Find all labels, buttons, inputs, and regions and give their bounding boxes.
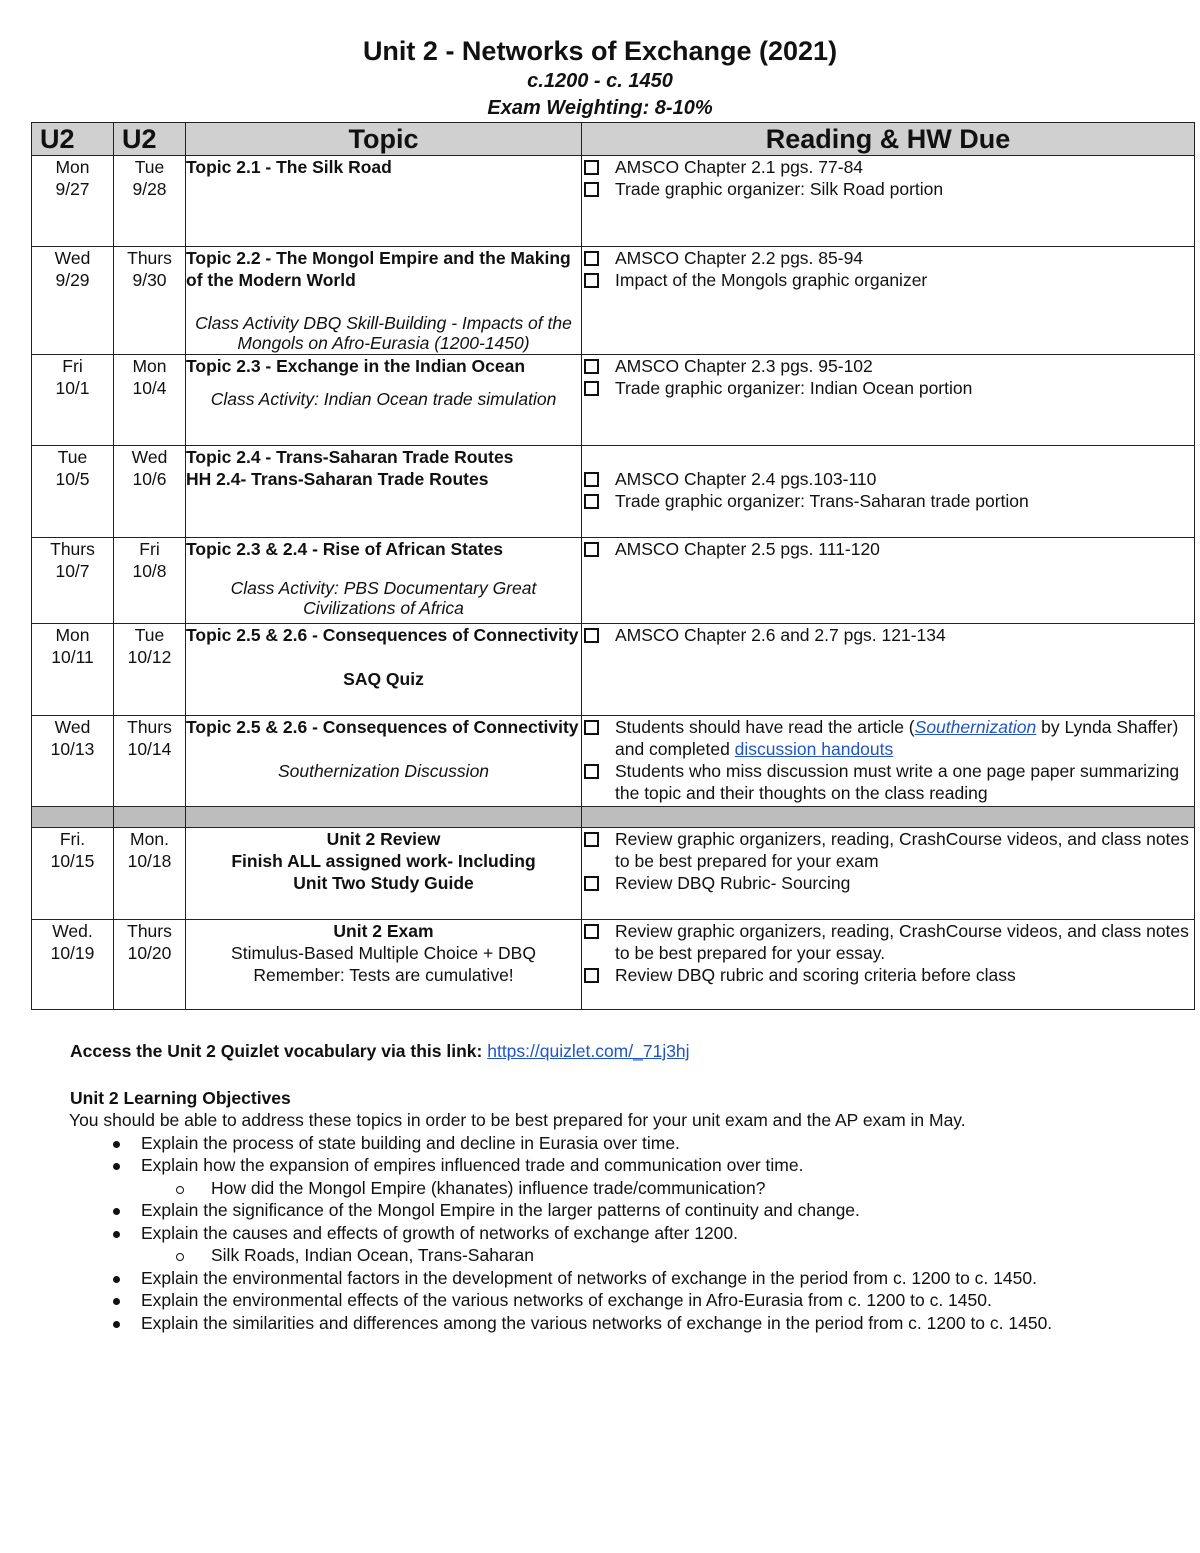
topic-title: Topic 2.4 - Trans-Saharan Trade Routes: [186, 447, 514, 467]
topic-cell: [186, 828, 582, 920]
objective-subitem: How did the Mongol Empire (khanates) influence trade/communication?: [70, 1177, 1170, 1200]
objective-subitem: Silk Roads, Indian Ocean, Trans-Saharan: [70, 1244, 1170, 1267]
topic-title: Topic 2.5 & 2.6 - Consequences of Connectivity: [186, 625, 579, 645]
objective-item: Explain the environmental factors in the development of networks of exchange in the period from c. 1200 to c. 1450.: [70, 1267, 1170, 1290]
class-activity: Class Activity: PBS Documentary Great Civilizations of Africa: [230, 578, 537, 618]
discussion-handouts-link[interactable]: discussion handouts: [734, 739, 894, 759]
hw-cell: [582, 920, 1195, 1010]
checkbox-icon: [584, 720, 599, 735]
topic-cell: [186, 247, 582, 355]
review-line: Finish ALL assigned work- Including: [231, 851, 536, 871]
checklist-item: Review graphic organizers, reading, CrashCourse videos, and class notes to be best prepared for your exam: [582, 828, 1194, 872]
date-cell: Tue 10/12: [114, 624, 186, 716]
exam-line: Stimulus-Based Multiple Choice + DBQ: [231, 943, 536, 963]
checklist-item: AMSCO Chapter 2.4 pgs.103-110: [582, 468, 1194, 490]
checkbox-icon: [584, 628, 599, 643]
class-activity: Class Activity: Indian Ocean trade simulation: [210, 389, 557, 409]
hw-cell: [582, 716, 1195, 807]
checkbox-icon: [584, 251, 599, 266]
header-u2-a: U2: [32, 123, 114, 156]
exam-line: Remember: Tests are cumulative!: [253, 965, 514, 985]
checkbox-icon: [584, 968, 599, 983]
checklist-item: AMSCO Chapter 2.3 pgs. 95-102: [582, 355, 1194, 377]
checkbox-icon: [584, 924, 599, 939]
date-cell: Fri. 10/15: [32, 828, 114, 920]
saq-quiz: SAQ Quiz: [343, 669, 424, 689]
exam-weighting: Exam Weighting: 8-10%: [487, 97, 713, 119]
class-activity: Southernization Discussion: [277, 761, 490, 781]
checkbox-icon: [584, 160, 599, 175]
topic-cell: [186, 446, 582, 538]
objective-item: Explain the process of state building and decline in Eurasia over time.: [70, 1132, 1170, 1155]
checklist-item: Trade graphic organizer: Indian Ocean portion: [582, 377, 1194, 399]
quizlet-link[interactable]: https://quizlet.com/_71j3hj: [487, 1041, 690, 1061]
hw-cell: [582, 624, 1195, 716]
date-cell: Thurs 9/30: [114, 247, 186, 355]
header-topic: Topic: [186, 123, 582, 156]
topic-cell: [186, 355, 582, 446]
southernization-link[interactable]: Southernization: [914, 717, 1037, 737]
table-row: [32, 828, 1195, 920]
checklist-item: Students who miss discussion must write a one page paper summarizing the topic and their thoughts on the class reading: [582, 760, 1194, 804]
class-activity: Class Activity DBQ Skill-Building - Impacts of the Mongols on Afro-Eurasia (1200-1450): [195, 313, 572, 353]
document-header: [0, 34, 1200, 122]
topic-title: Topic 2.3 & 2.4 - Rise of African States: [186, 539, 504, 559]
hw-cell: [582, 156, 1195, 247]
date-cell: Tue 10/5: [32, 446, 114, 538]
objective-item: Explain the significance of the Mongol Empire in the larger patterns of continuity and change.: [70, 1199, 1170, 1222]
bullet-icon: [113, 1163, 120, 1170]
topic-title: Topic 2.3 - Exchange in the Indian Ocean: [186, 356, 526, 376]
topic-cell: [186, 156, 582, 247]
checkbox-icon: [584, 472, 599, 487]
exam-title: Unit 2 Exam: [333, 921, 434, 941]
topic-title: Topic 2.2 - The Mongol Empire and the Making of the Modern World: [186, 248, 571, 290]
date-cell: Mon 10/11: [32, 624, 114, 716]
sub-bullet-icon: [176, 1253, 184, 1261]
checklist-item: AMSCO Chapter 2.2 pgs. 85-94: [582, 247, 1194, 269]
checkbox-icon: [584, 273, 599, 288]
objective-item: Explain the causes and effects of growth of networks of exchange after 1200.: [70, 1222, 1170, 1245]
hw-cell: [582, 828, 1195, 920]
table-header-row: [32, 123, 1195, 156]
table-row: [32, 247, 1195, 355]
checkbox-icon: [584, 832, 599, 847]
date-cell: Wed. 10/19: [32, 920, 114, 1010]
header-u2-b: U2: [114, 123, 186, 156]
date-cell: Fri 10/8: [114, 538, 186, 624]
topic-cell: [186, 538, 582, 624]
page-title: Unit 2 - Networks of Exchange (2021): [362, 36, 838, 66]
separator-row: [32, 807, 1195, 828]
checklist-item: AMSCO Chapter 2.1 pgs. 77-84: [582, 156, 1194, 178]
date-cell: Mon 10/4: [114, 355, 186, 446]
table-row: [32, 156, 1195, 247]
date-cell: Tue 9/28: [114, 156, 186, 247]
checkbox-icon: [584, 764, 599, 779]
table-row: [32, 446, 1195, 538]
checklist-item: Trade graphic organizer: Silk Road portion: [582, 178, 1194, 200]
date-cell: Fri 10/1: [32, 355, 114, 446]
date-cell: Mon. 10/18: [114, 828, 186, 920]
checklist-item: Review graphic organizers, reading, CrashCourse videos, and class notes to be best prepared for your essay.: [582, 920, 1194, 964]
review-line: Unit Two Study Guide: [293, 873, 474, 893]
checklist-item: Trade graphic organizer: Trans-Saharan trade portion: [582, 490, 1194, 512]
date-cell: Thurs 10/14: [114, 716, 186, 807]
topic-title: Topic 2.1 - The Silk Road: [186, 157, 392, 177]
date-cell: Wed 10/13: [32, 716, 114, 807]
table-row: [32, 920, 1195, 1010]
table-row: [32, 716, 1195, 807]
date-cell: Wed 9/29: [32, 247, 114, 355]
topic-cell: [186, 716, 582, 807]
table-row: [32, 538, 1195, 624]
checkbox-icon: [584, 359, 599, 374]
checklist-item: Impact of the Mongols graphic organizer: [582, 269, 1194, 291]
hw-cell: [582, 538, 1195, 624]
checklist-item: Review DBQ Rubric- Sourcing: [582, 872, 1194, 894]
table-row: [32, 355, 1195, 446]
bullet-icon: [113, 1141, 120, 1148]
bullet-icon: [113, 1298, 120, 1305]
checkbox-icon: [584, 182, 599, 197]
topic-title: Topic 2.5 & 2.6 - Consequences of Connectivity: [186, 717, 579, 737]
hw-cell: [582, 247, 1195, 355]
date-cell: Thurs 10/20: [114, 920, 186, 1010]
review-title: Unit 2 Review: [326, 829, 441, 849]
checklist-item: AMSCO Chapter 2.5 pgs. 111-120: [582, 538, 1194, 560]
objective-item: Explain the environmental effects of the various networks of exchange in Afro-Eurasia from c. 1200 to c. 1450.: [70, 1289, 1170, 1312]
bullet-icon: [113, 1276, 120, 1283]
date-range: c.1200 - c. 1450: [527, 70, 673, 92]
objectives-intro: You should be able to address these topics in order to be best prepared for your unit exam and the AP exam in May.: [69, 1110, 966, 1130]
topic-cell: [186, 920, 582, 1010]
hw-cell: [582, 355, 1195, 446]
checklist-item: AMSCO Chapter 2.6 and 2.7 pgs. 121-134: [582, 624, 1194, 646]
topic-cell: [186, 624, 582, 716]
checkbox-icon: [584, 381, 599, 396]
hw-cell: [582, 446, 1195, 538]
notes-section: [70, 1040, 1170, 1334]
checklist-item: Review DBQ rubric and scoring criteria before class: [582, 964, 1194, 986]
sub-bullet-icon: [176, 1186, 184, 1194]
objective-item: Explain the similarities and differences among the various networks of exchange in the period from c. 1200 to c. 1450.: [70, 1312, 1170, 1335]
checkbox-icon: [584, 876, 599, 891]
header-reading-hw: Reading & HW Due: [582, 123, 1195, 156]
table-row: [32, 624, 1195, 716]
date-cell: Thurs 10/7: [32, 538, 114, 624]
date-cell: Wed 10/6: [114, 446, 186, 538]
checkbox-icon: [584, 494, 599, 509]
topic-subtitle: HH 2.4- Trans-Saharan Trade Routes: [186, 469, 489, 489]
bullet-icon: [113, 1208, 120, 1215]
objective-item: Explain how the expansion of empires influenced trade and communication over time.: [70, 1154, 1170, 1177]
bullet-icon: [113, 1231, 120, 1238]
quizlet-access: Access the Unit 2 Quizlet vocabulary via this link: https://quizlet.com/_71j3hj: [70, 1041, 690, 1061]
checklist-item: Students should have read the article (Southernization by Lynda Shaffer) and completed discussion handouts: [582, 716, 1194, 760]
checkbox-icon: [584, 542, 599, 557]
objectives-title: Unit 2 Learning Objectives: [70, 1087, 291, 1108]
bullet-icon: [113, 1321, 120, 1328]
date-cell: Mon 9/27: [32, 156, 114, 247]
schedule-table: [31, 122, 1195, 1010]
objectives-list: [70, 1132, 1170, 1335]
